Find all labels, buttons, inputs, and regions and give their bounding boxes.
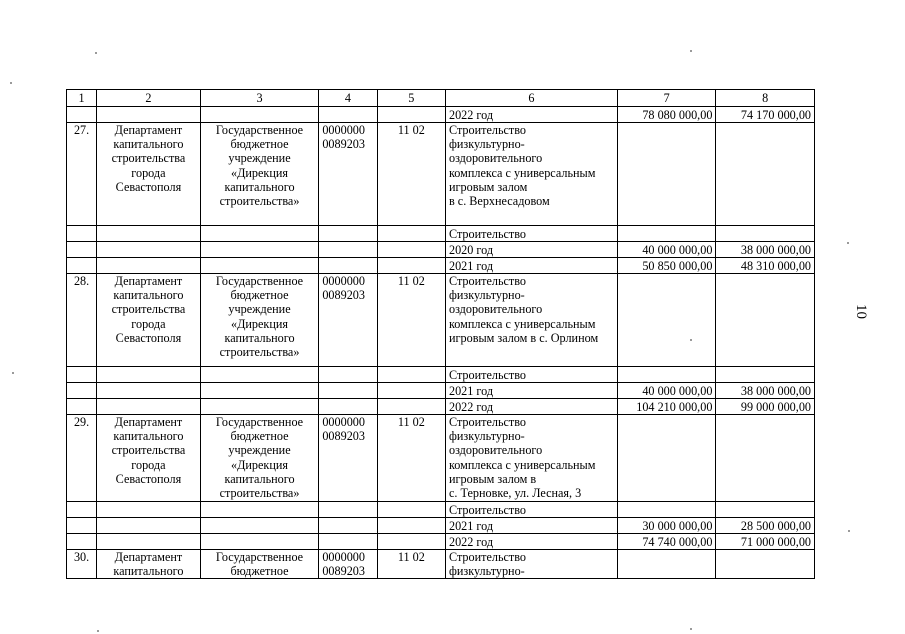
year-row	[67, 383, 815, 399]
scan-speck	[12, 372, 14, 374]
empty-cell	[200, 258, 319, 274]
amount-col8: 38 000 000,00	[716, 383, 815, 399]
table-row	[67, 274, 815, 367]
empty-cell	[67, 258, 97, 274]
executor-cell: Государственное бюджетное	[200, 550, 319, 579]
header-cell-6: 6	[445, 90, 617, 107]
empty-cell	[67, 383, 97, 399]
empty-cell	[97, 226, 201, 242]
amount-col8: 48 310 000,00	[716, 258, 815, 274]
empty-cell	[97, 534, 201, 550]
year-row	[67, 399, 815, 415]
empty-cell	[67, 518, 97, 534]
empty-cell	[377, 242, 445, 258]
object-cell: Строительство физкультурно- оздоровительного комплекса с универсальным игровым залом в с. Верхнесадовом	[445, 123, 617, 226]
scan-speck	[10, 82, 12, 84]
empty-cell	[617, 415, 716, 502]
year-label: 2021 год	[445, 258, 617, 274]
work-type-label: Строительство	[445, 502, 617, 518]
empty-cell	[716, 123, 815, 226]
empty-cell	[319, 367, 377, 383]
work-type-label: Строительство	[445, 226, 617, 242]
empty-cell	[319, 399, 377, 415]
table-row	[67, 550, 815, 579]
empty-cell	[97, 242, 201, 258]
header-cell-3: 3	[200, 90, 319, 107]
code-cell: 0000000 0089203	[319, 274, 377, 367]
amount-col8: 38 000 000,00	[716, 242, 815, 258]
empty-cell	[200, 242, 319, 258]
empty-cell	[200, 107, 319, 123]
empty-cell	[617, 274, 716, 367]
scan-speck	[690, 628, 692, 630]
row-number: 30.	[67, 550, 97, 579]
empty-cell	[97, 518, 201, 534]
amount-col7: 40 000 000,00	[617, 383, 716, 399]
object-cell: Строительство физкультурно- оздоровительного комплекса с универсальным игровым залом в с. Орлином	[445, 274, 617, 367]
work-type-row	[67, 502, 815, 518]
empty-cell	[67, 502, 97, 518]
empty-cell	[377, 502, 445, 518]
executor-cell: Государственное бюджетное учреждение «Дирекция капитального строительства»	[200, 274, 319, 367]
empty-cell	[377, 534, 445, 550]
empty-cell	[97, 383, 201, 399]
empty-cell	[617, 550, 716, 579]
year-label: 2022 год	[445, 399, 617, 415]
amount-col7: 104 210 000,00	[617, 399, 716, 415]
amount-col7: 74 740 000,00	[617, 534, 716, 550]
customer-cell: Департамент капитального строительства города Севастополя	[97, 274, 201, 367]
empty-cell	[319, 518, 377, 534]
header-cell-2: 2	[97, 90, 201, 107]
empty-cell	[200, 367, 319, 383]
scan-speck	[690, 50, 692, 52]
row-number: 27.	[67, 123, 97, 226]
empty-cell	[67, 534, 97, 550]
empty-cell	[97, 399, 201, 415]
empty-cell	[716, 550, 815, 579]
empty-cell	[319, 258, 377, 274]
year-label: 2020 год	[445, 242, 617, 258]
header-cell-1: 1	[67, 90, 97, 107]
header-cell-5: 5	[377, 90, 445, 107]
empty-cell	[617, 123, 716, 226]
amount-col7: 30 000 000,00	[617, 518, 716, 534]
amount-col8: 71 000 000,00	[716, 534, 815, 550]
year-row	[67, 258, 815, 274]
empty-cell	[377, 107, 445, 123]
year-label: 2021 год	[445, 518, 617, 534]
empty-cell	[200, 518, 319, 534]
amount-col7: 50 850 000,00	[617, 258, 716, 274]
work-type-row	[67, 226, 815, 242]
empty-cell	[67, 367, 97, 383]
object-cell: Строительство физкультурно- оздоровительного комплекса с универсальным игровым залом в с. Терновке, ул. Лесная, 3	[445, 415, 617, 502]
empty-cell	[716, 226, 815, 242]
empty-cell	[200, 534, 319, 550]
work-type-label: Строительство	[445, 367, 617, 383]
empty-cell	[716, 415, 815, 502]
scan-speck	[847, 242, 849, 244]
empty-cell	[617, 367, 716, 383]
empty-cell	[97, 107, 201, 123]
customer-cell: Департамент капитального	[97, 550, 201, 579]
empty-cell	[97, 258, 201, 274]
header-cell-4: 4	[319, 90, 377, 107]
amount-col8: 28 500 000,00	[716, 518, 815, 534]
table-row	[67, 123, 815, 226]
amount-col8: 74 170 000,00	[716, 107, 815, 123]
header-cell-8: 8	[716, 90, 815, 107]
empty-cell	[67, 242, 97, 258]
section-cell: 11 02	[377, 274, 445, 367]
executor-cell: Государственное бюджетное учреждение «Дирекция капитального строительства»	[200, 123, 319, 226]
empty-cell	[617, 502, 716, 518]
section-cell: 11 02	[377, 550, 445, 579]
work-type-row	[67, 367, 815, 383]
year-row	[67, 107, 815, 123]
code-cell: 0000000 0089203	[319, 415, 377, 502]
empty-cell	[617, 226, 716, 242]
empty-cell	[200, 383, 319, 399]
scan-speck	[95, 52, 97, 54]
empty-cell	[319, 534, 377, 550]
page-number: 10	[853, 304, 869, 319]
year-row	[67, 534, 815, 550]
empty-cell	[319, 383, 377, 399]
empty-cell	[97, 367, 201, 383]
empty-cell	[319, 226, 377, 242]
empty-cell	[377, 367, 445, 383]
empty-cell	[377, 258, 445, 274]
empty-cell	[319, 502, 377, 518]
section-cell: 11 02	[377, 123, 445, 226]
empty-cell	[377, 518, 445, 534]
scan-speck	[848, 530, 850, 532]
code-cell: 0000000 0089203	[319, 550, 377, 579]
code-cell: 0000000 0089203	[319, 123, 377, 226]
row-number: 29.	[67, 415, 97, 502]
empty-cell	[716, 274, 815, 367]
empty-cell	[377, 226, 445, 242]
object-cell: Строительство физкультурно-	[445, 550, 617, 579]
empty-cell	[67, 399, 97, 415]
amount-col7: 40 000 000,00	[617, 242, 716, 258]
row-number: 28.	[67, 274, 97, 367]
empty-cell	[97, 502, 201, 518]
empty-cell	[716, 502, 815, 518]
empty-cell	[377, 399, 445, 415]
section-cell: 11 02	[377, 415, 445, 502]
empty-cell	[319, 107, 377, 123]
year-label: 2021 год	[445, 383, 617, 399]
empty-cell	[200, 399, 319, 415]
customer-cell: Департамент капитального строительства города Севастополя	[97, 415, 201, 502]
year-label: 2022 год	[445, 107, 617, 123]
executor-cell: Государственное бюджетное учреждение «Дирекция капитального строительства»	[200, 415, 319, 502]
amount-col7: 78 080 000,00	[617, 107, 716, 123]
year-row	[67, 518, 815, 534]
table-row	[67, 415, 815, 502]
table-header-row	[67, 90, 815, 107]
year-label: 2022 год	[445, 534, 617, 550]
budget-table	[66, 89, 815, 579]
empty-cell	[200, 226, 319, 242]
empty-cell	[67, 107, 97, 123]
empty-cell	[716, 367, 815, 383]
empty-cell	[67, 226, 97, 242]
header-cell-7: 7	[617, 90, 716, 107]
amount-col8: 99 000 000,00	[716, 399, 815, 415]
scan-speck	[97, 630, 99, 632]
customer-cell: Департамент капитального строительства города Севастополя	[97, 123, 201, 226]
empty-cell	[377, 383, 445, 399]
empty-cell	[200, 502, 319, 518]
empty-cell	[319, 242, 377, 258]
year-row	[67, 242, 815, 258]
